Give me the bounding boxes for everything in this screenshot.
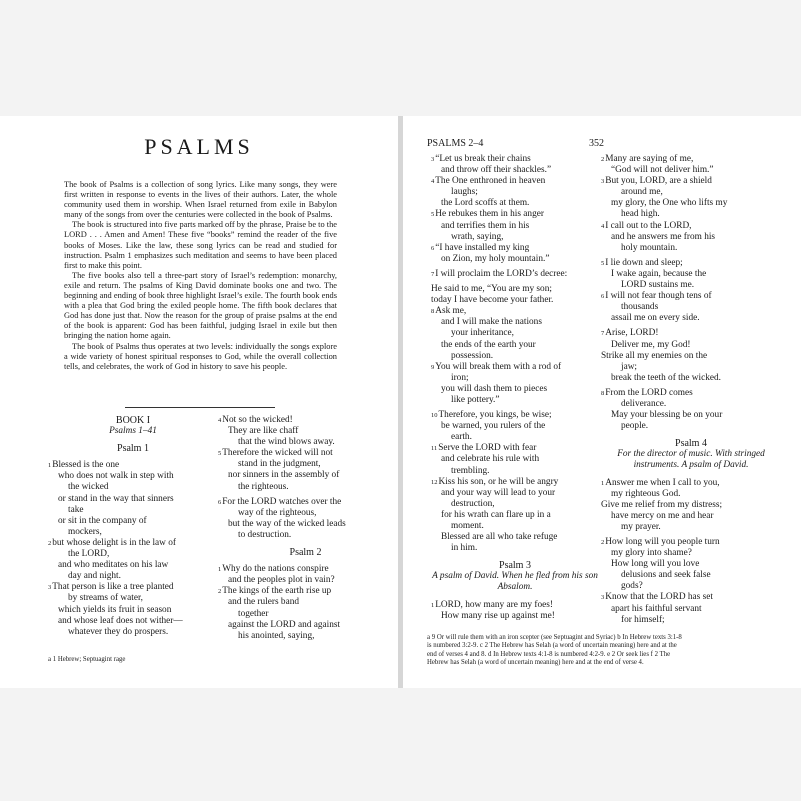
verse-line [431,306,599,317]
verse-text: or stand in the way that sinners [58,493,174,504]
verse-text: Why do the nations conspire [222,564,329,575]
verse-line [601,489,781,500]
verse-text: laughs; [451,187,478,198]
verse-line [48,538,218,549]
verse-text: Give me relief from my distress; [601,499,723,510]
verse-line [601,176,781,187]
verse-text: deliverance. [621,398,667,409]
verse-line [601,209,781,220]
verse-text: He rebukes them in his anger [435,209,544,220]
verse-line [601,154,781,165]
psalm-1-heading: Psalm 1 [117,443,149,455]
verse-line [601,373,781,384]
verse-line [601,291,781,302]
verse-line [431,209,599,220]
verse-number: 10 [431,412,438,420]
verse-number: 2 [601,156,605,163]
verse-text: trembling. [451,465,490,476]
verse-text: break the teeth of the wicked. [611,372,721,383]
verse-line [601,615,781,626]
verse-number: 8 [601,389,605,397]
book-range: Psalms 1–41 [109,426,157,437]
psalm-2-heading: Psalm 2 [289,547,322,559]
verse-line [601,592,781,603]
verse-text: on Zion, my holy mountain.” [441,253,550,264]
psalm-1-verses-cont [218,415,393,541]
verse-text: holy mountain. [621,242,678,253]
verse-text: day and night. [68,571,121,582]
intro-paragraph: The book of Psalms thus operates at two levels: individually the songs explore a wide variety of honest spiritual responses to God, while the overall collection tells, and celebrates, the work of God in history to save his people. [64,341,337,371]
verse-line [601,410,781,421]
verse-line [431,198,599,209]
verse-number: 3 [601,178,605,186]
verse-text: for his wrath can flare up in a [441,509,551,520]
verse-line [431,521,599,532]
verse-text: and celebrate his rule with [441,454,540,465]
verse-text: Ask me, [435,306,467,317]
verse-line [601,258,781,269]
verse-line [431,499,599,510]
psalm-3-verses [601,154,781,432]
verse-line [601,302,781,313]
verse-line [431,328,599,339]
verse-line [431,254,599,265]
verse-text: thousands [621,302,659,313]
verse-text: jaw; [621,361,638,372]
left-column-1 [48,415,218,638]
verse-text: iron; [451,372,469,383]
verse-line [431,243,599,254]
verse-number: 4 [218,417,222,424]
verse-text: my righteous God. [611,488,681,499]
verse-text: Deliver me, my God! [611,339,691,350]
verse-line [431,295,599,306]
verse-line [601,604,781,615]
verse-line [48,527,218,538]
verse-text: Therefore the wicked will not [222,448,333,459]
verse-line [431,317,599,328]
verse-line [431,532,599,543]
verse-text: my glory, the One who lifts my [611,198,728,209]
book-heading: BOOK I [115,415,151,426]
verse-text: How long will you love [611,559,700,570]
verse-text: “Let us break their chains [435,154,531,164]
verse-text: “God will not deliver him.” [611,165,714,176]
verse-line [601,313,781,324]
verse-text: Blessed are all who take refuge [441,532,558,543]
verse-number: 9 [431,363,435,371]
verse-text: apart his faithful servant [611,603,702,614]
verse-line [431,176,599,187]
verse-line [431,454,599,465]
verse-number: 5 [218,450,222,458]
verse-number: 4 [431,178,435,186]
verse-line: $^1$LORD, how many are my foes! [431,599,553,610]
verse-line [431,187,599,198]
verse-text: delusions and seek false [621,570,711,581]
verse-text: against the LORD and against [228,619,341,630]
verse-line [431,443,599,454]
verse-line [218,448,393,459]
verse-line [601,559,781,570]
verse-text: Know that the LORD has set [605,592,713,603]
page-number: 352 [589,138,604,149]
verse-line [431,221,599,232]
verse-text: be warned, you rulers of the [441,421,546,432]
verse-text: around me, [621,187,663,198]
verse-line [601,362,781,373]
verse-text: I lie down and sleep; [605,257,683,268]
verse-line [601,511,781,522]
verse-text: You will break them with a rod of [435,361,562,372]
verse-text: your inheritance, [451,328,514,339]
verse-text: possession. [451,350,494,361]
verse-text: I call out to the LORD, [605,220,692,231]
verse-text: in him. [451,543,478,554]
verse-text: Many are saying of me, [605,154,694,164]
verse-text: LORD sustains me. [621,280,695,291]
verse-line [601,581,781,592]
verse-line [218,519,393,530]
verse-line [601,328,781,339]
verse-text: and the rulers band [228,597,299,608]
verse-number: 4 [601,222,605,230]
verse-line [218,482,393,493]
verse-text: that the wind blows away. [238,437,335,448]
verse-text: the wicked [68,482,109,493]
verse-number: 8 [431,308,435,316]
verse-line [48,494,218,505]
verse-number: 2 [48,539,52,547]
verse-text: They are like chaff [228,426,299,437]
psalm-4-superscription: For the director of music. With stringed instruments. A psalm of David. [617,449,765,471]
verse-number: 3 [431,156,435,163]
verse-line [601,388,781,399]
verse-text: and your way will lead to your [441,487,556,498]
verse-text: head high. [621,209,660,220]
verse-text: The One enthroned in heaven [435,176,546,187]
verse-number: 2 [601,539,605,546]
verse-line [218,415,393,426]
verse-text: I will not fear though tens of [605,291,712,302]
verse-line [218,459,393,470]
verse-text: Kiss his son, or he will be angry [438,476,559,487]
verse-line [48,593,218,604]
left-page [0,116,398,688]
verse-text: but the way of the wicked leads [228,518,346,529]
verse-text: who does not walk in step with [58,471,174,482]
verse-number: 1 [601,479,605,487]
verse-line [431,510,599,521]
footnote-line: a 9 Or will rule them with an iron scepter (see Septuagint and Syriac) b In Hebrew texts 3:1-8 [427,634,682,641]
running-head: PSALMS 2–4 [427,138,484,149]
verse-line [218,620,393,631]
verse-text: the LORD, [68,549,110,560]
verse-line [601,537,781,548]
verse-line [48,505,218,516]
verse-line [601,340,781,351]
verse-text: assail me on every side. [611,313,700,324]
verse-text: wrath, saying, [451,231,504,242]
verse-text: The kings of the earth rise up [222,586,332,597]
verse-number: 11 [431,445,438,453]
verse-line [601,351,781,362]
verse-line [431,284,599,295]
verse-text: people. [621,421,649,432]
verse-text: nor sinners in the assembly of [228,470,340,481]
verse-line [218,597,393,608]
verse-text: his anointed, saying, [238,630,315,641]
verse-text: He said to me, “You are my son; [431,284,552,295]
verse-text: mockers, [68,526,102,537]
verse-line [218,609,393,620]
verse-line [431,373,599,384]
verse-line [48,471,218,482]
verse-line [601,421,781,432]
footnote-line: is numbered 3:2-9. c 2 The Hebrew has Selah (a word of uncertain meaning) here and at the [427,642,677,650]
verse-text: Serve the LORD with fear [438,443,537,454]
verse-line [431,351,599,362]
verse-text: and throw off their shackles.” [441,165,552,176]
verse-text: From the LORD comes [605,387,693,398]
section-divider [125,407,275,408]
verse-text: whatever they do prospers. [68,626,169,637]
verse-line [431,488,599,499]
verse-line [601,269,781,280]
verse-text: you will dash them to pieces [441,383,548,394]
verse-text: I will proclaim the LORD’s decree: [435,268,568,279]
verse-line [601,548,781,559]
verse-line [601,243,781,254]
verse-line [48,571,218,582]
verse-text: stand in the judgment, [238,459,321,470]
footnote-line: end of verses 4 and 8. d In Hebrew texts 4:1-8 is numbered 4:2-9. e 2 Or seek lies f 2 The [427,650,671,658]
verse-line [48,616,218,627]
intro-paragraph: The book is structured into five parts marked off by the phrase, Praise be to the LORD . . . Amen and Amen! These five “books” remind the reader of the five books of Moses. Like the law, these song lyrics can be read and studied for instruction. Psalm 1 emphasizes such meditation and seems to have been placed first to make this point. [64,220,337,270]
verse-line [48,605,218,616]
verse-line [218,564,393,575]
right-column-1 [431,154,599,622]
verse-line [431,432,599,443]
verse-line [218,508,393,519]
verse-line [48,549,218,560]
verse-line [601,399,781,410]
verse-text: Therefore, you kings, be wise; [438,410,552,421]
verse-line [431,543,599,554]
verse-line [431,466,599,477]
verse-line [48,516,218,527]
verse-line [218,470,393,481]
verse-text: for himself; [621,614,665,625]
verse-text: destruction, [451,498,495,509]
verse-line [48,482,218,493]
verse-text: but whose delight is in the law of [52,537,176,548]
verse-text: which yields its fruit in season [58,604,172,615]
verse-number: 12 [431,478,438,486]
verse-text: gods? [621,581,643,592]
verse-number: 5 [601,259,605,267]
verse-text: and terrifies them in his [441,220,530,231]
footnotes [427,634,787,667]
verse-text: May your blessing be on your [611,410,723,421]
psalm-3-heading: Psalm 3 [499,560,531,572]
verse-line [601,221,781,232]
verse-text: together [238,608,269,619]
verse-text: have mercy on me and hear [611,510,714,521]
verse-line [431,165,599,176]
verse-number: 6 [431,244,435,252]
psalm-4-heading: Psalm 4 [675,438,707,450]
verse-line [431,362,599,373]
verse-text: today I have become your father. [431,295,554,306]
verse-line [218,530,393,541]
verse-text: How long will you people turn [605,537,720,547]
verse-text: way of the righteous, [238,507,317,518]
verse-line [601,280,781,291]
verse-line [601,522,781,533]
verse-number: 3 [48,584,52,592]
verse-text: That person is like a tree planted [52,582,174,593]
right-column-2 [601,154,781,626]
verse-line [431,269,599,280]
verse-text: the Lord scoffs at them. [441,198,530,209]
verse-line [431,421,599,432]
verse-text: like pottery.” [451,394,500,405]
psalm-2-verses [218,564,393,642]
verse-line [431,410,599,421]
verse-text: earth. [451,432,472,443]
verse-text: my prayer. [621,521,661,532]
verse-line [601,232,781,243]
verse-text: Blessed is the one [52,460,120,471]
verse-text: by streams of water, [68,593,144,604]
verse-text: the ends of the earth your [441,339,536,350]
psalm-3-superscription: A psalm of David. When he fled from his son Absalom. [432,571,598,593]
verse-text: Arise, LORD! [605,328,659,339]
verse-line [218,497,393,508]
verse-text: take [68,504,84,515]
verse-line [218,437,393,448]
left-column-2 [218,415,393,642]
verse-number: 1 [48,462,52,470]
verse-text: Not so the wicked! [222,415,293,425]
verse-line [48,582,218,593]
verse-text: Strike all my enemies on the [601,350,708,361]
footnote: a 1 Hebrew; Septuagint rage [48,656,126,663]
verse-text: and whose leaf does not wither— [58,615,183,626]
right-page [403,116,801,688]
verse-line [431,232,599,243]
intro-paragraph: The book of Psalms is a collection of song lyrics. Like many songs, they were first written in response to events in the lives of their authors. Later, the whole community used them in worship. When Israel returned from exile in Babylon many of the songs from over the centuries were collected in the book of Psalms. [64,180,337,220]
verse-text: Answer me when I call to you, [605,477,720,488]
verse-text: “I have installed my king [435,242,530,253]
verse-line [431,340,599,351]
verse-number: 7 [431,270,435,278]
verse-number: 6 [218,498,222,506]
verse-line [601,500,781,511]
verse-text: my glory into shame? [611,548,692,559]
verse-line [431,395,599,406]
footnote-line: Hebrew has Selah (a word of uncertain meaning) here and at the end of verse 4. [427,658,644,666]
verse-line [431,384,599,395]
verse-line [218,586,393,597]
verse-line [218,426,393,437]
verse-line: and the peoples plot in vain? [228,575,335,586]
verse-text: moment. [451,521,484,531]
verse-line [431,477,599,488]
psalm-4-verses [601,478,781,626]
verse-line [48,460,218,471]
book-introduction [64,180,337,372]
verse-line [601,187,781,198]
verse-line: How many rise up against me! [441,610,555,621]
verse-text: or sit in the company of [58,515,147,526]
verse-line [601,165,781,176]
verse-text: For the LORD watches over the [222,496,342,507]
verse-line [48,627,218,638]
verse-text: I wake again, because the [611,268,707,279]
verse-line [431,154,599,165]
verse-number: 3 [601,594,605,602]
verse-number: 2 [218,588,222,596]
verse-text: to destruction. [238,529,292,540]
verse-number: 1 [218,566,222,574]
verse-text: the righteous. [238,481,289,492]
verse-number: 6 [601,293,605,301]
verse-number: 5 [431,211,435,219]
verse-text: But you, LORD, are a shield [605,176,712,187]
psalm-1-verses [48,460,218,638]
verse-line [601,570,781,581]
intro-paragraph: The five books also tell a three-part story of Israel’s redemption: monarchy, exile and return. The psalms of King David dominate books one and two. The beginning and ending of book three highlight Israel’s exile. The fourth book ends with a plea that God bring the exiled people home. The fifth book declares that God has done just that. Now the reason for the group of praise psalms at the end of the book is apparent: God has been faithful, judging Israel in exile but then bringing the nation home again. [64,270,337,341]
verse-line [218,631,393,642]
verse-line [601,478,781,489]
verse-line [601,198,781,209]
verse-line [48,560,218,571]
verse-text: and who meditates on his law [58,560,169,571]
book-title: PSALMS [144,134,254,159]
psalm-2-verses-cont [431,154,599,554]
verse-text: and I will make the nations [441,317,542,328]
verse-text: and he answers me from his [611,231,716,242]
verse-number: 7 [601,330,605,338]
